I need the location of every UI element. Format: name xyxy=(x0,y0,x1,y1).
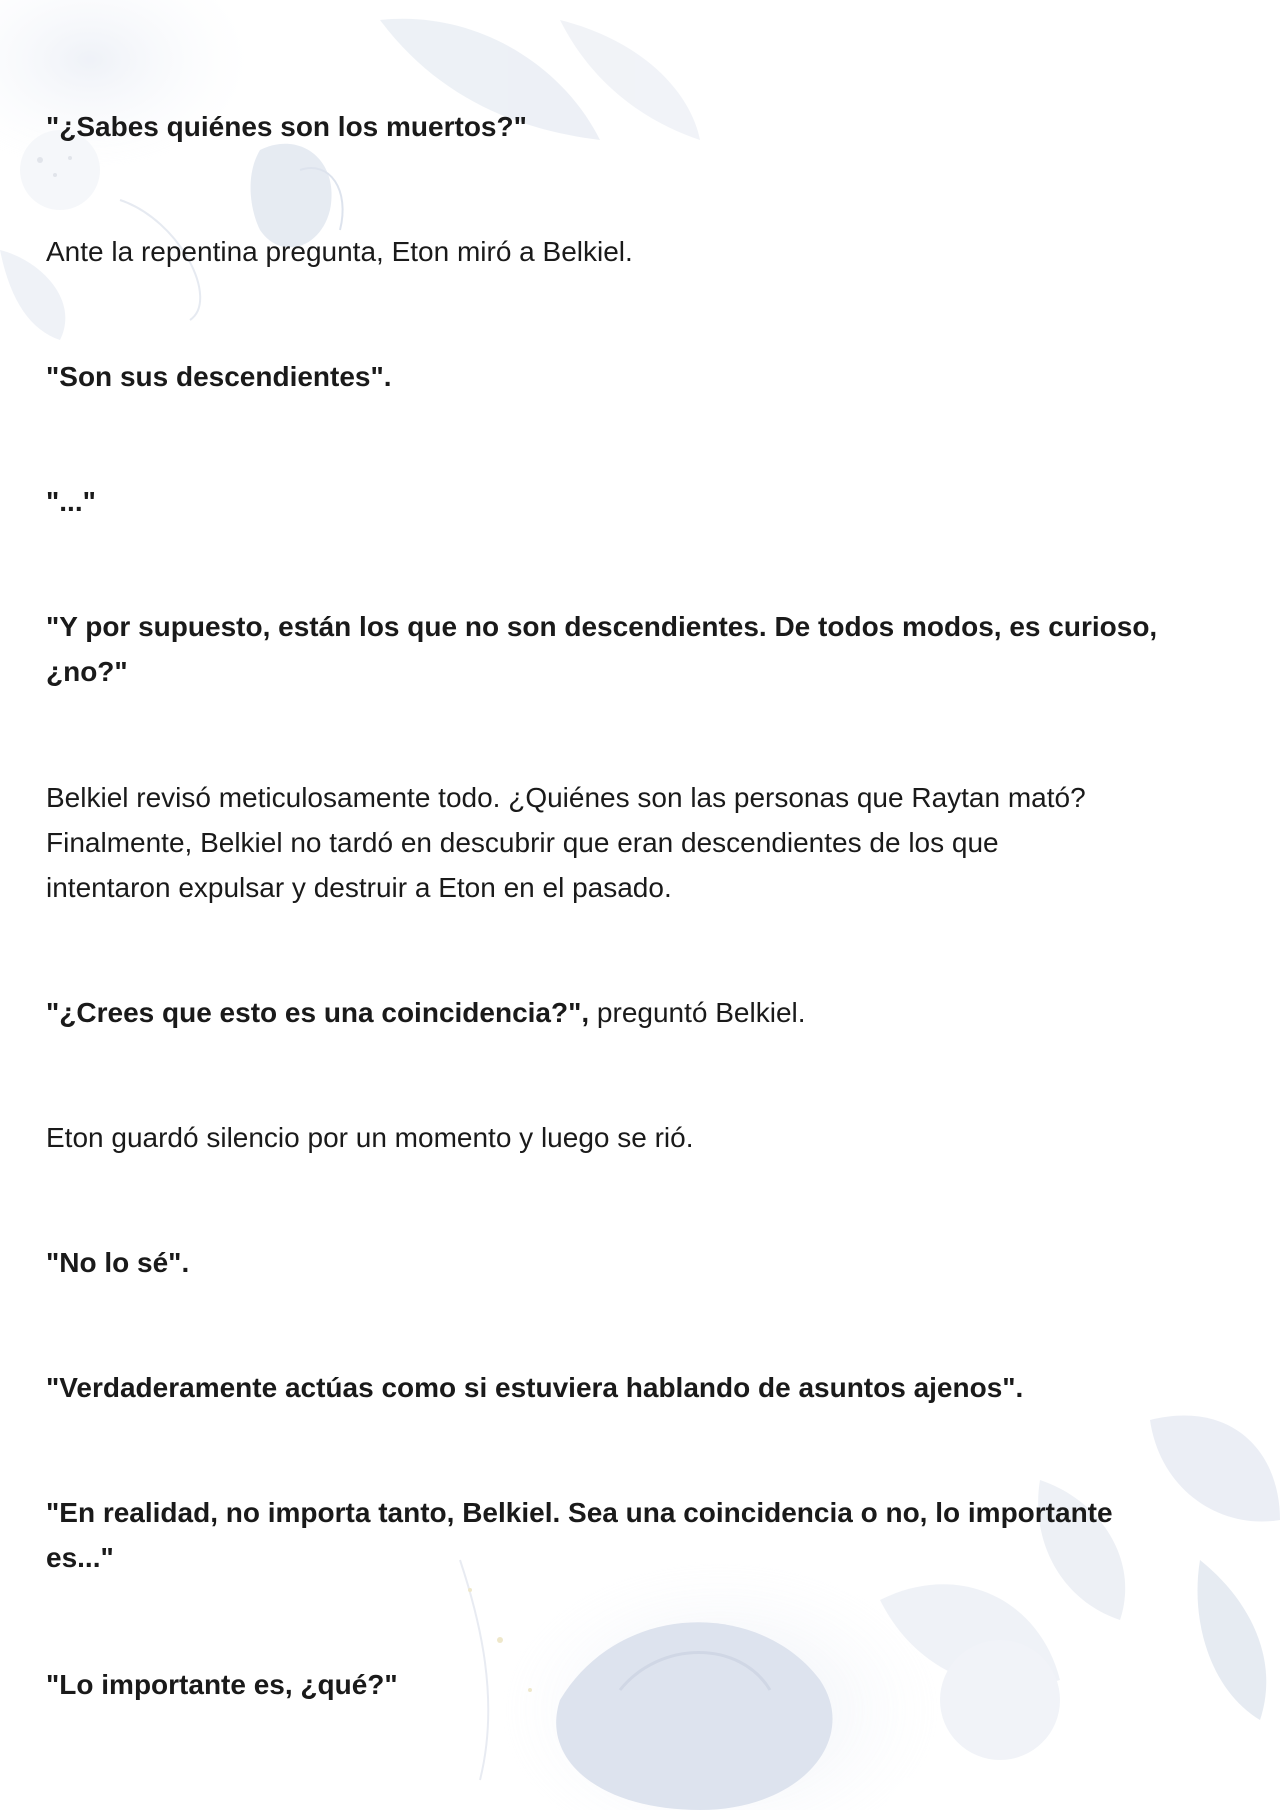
dialogue-line-1: "En realidad, no importa tanto, Belkiel. Sea una coincidencia o no, lo importante xyxy=(46,1497,1113,1528)
dialogue-text: "..." xyxy=(46,486,96,517)
narration-text: Eton guardó silencio por un momento y luego se rió. xyxy=(46,1122,694,1153)
paragraph-10 xyxy=(46,1365,1023,1410)
document-page xyxy=(46,0,1246,1810)
narration-line-3: intentaron expulsar y destruir a Eton en el pasado. xyxy=(46,872,672,903)
dialogue-text: "No lo sé". xyxy=(46,1247,190,1278)
dialogue-line-1: "Y por supuesto, están los que no son descendientes. De todos modos, es curioso, xyxy=(46,611,1158,642)
paragraph-6 xyxy=(46,775,1086,910)
paragraph-4 xyxy=(46,479,96,524)
narration-line-1: Belkiel revisó meticulosamente todo. ¿Quiénes son las personas que Raytan mató? xyxy=(46,782,1086,813)
dialogue-line-2: es..." xyxy=(46,1542,114,1573)
narration-text: preguntó Belkiel. xyxy=(589,997,806,1028)
dialogue-text: "¿Crees que esto es una coincidencia?", xyxy=(46,997,590,1028)
narration-text: Ante la repentina pregunta, Eton miró a Belkiel. xyxy=(46,236,633,267)
dialogue-text: "Verdaderamente actúas como si estuviera hablando de asuntos ajenos". xyxy=(46,1372,1024,1403)
paragraph-7 xyxy=(46,990,806,1035)
paragraph-9 xyxy=(46,1240,189,1285)
narration-line-2: Finalmente, Belkiel no tardó en descubrir que eran descendientes de los que xyxy=(46,827,999,858)
paragraph-11 xyxy=(46,1490,1113,1580)
dialogue-text: "Son sus descendientes". xyxy=(46,361,392,392)
dialogue-text: "Lo importante es, ¿qué?" xyxy=(46,1669,398,1700)
dialogue-line-2: ¿no?" xyxy=(46,656,128,687)
dialogue-text: "¿Sabes quiénes son los muertos?" xyxy=(46,111,527,142)
paragraph-8 xyxy=(46,1115,694,1160)
paragraph-1 xyxy=(46,104,527,149)
paragraph-5 xyxy=(46,604,1157,694)
paragraph-12 xyxy=(46,1662,398,1707)
paragraph-2 xyxy=(46,229,633,274)
paragraph-3 xyxy=(46,354,392,399)
